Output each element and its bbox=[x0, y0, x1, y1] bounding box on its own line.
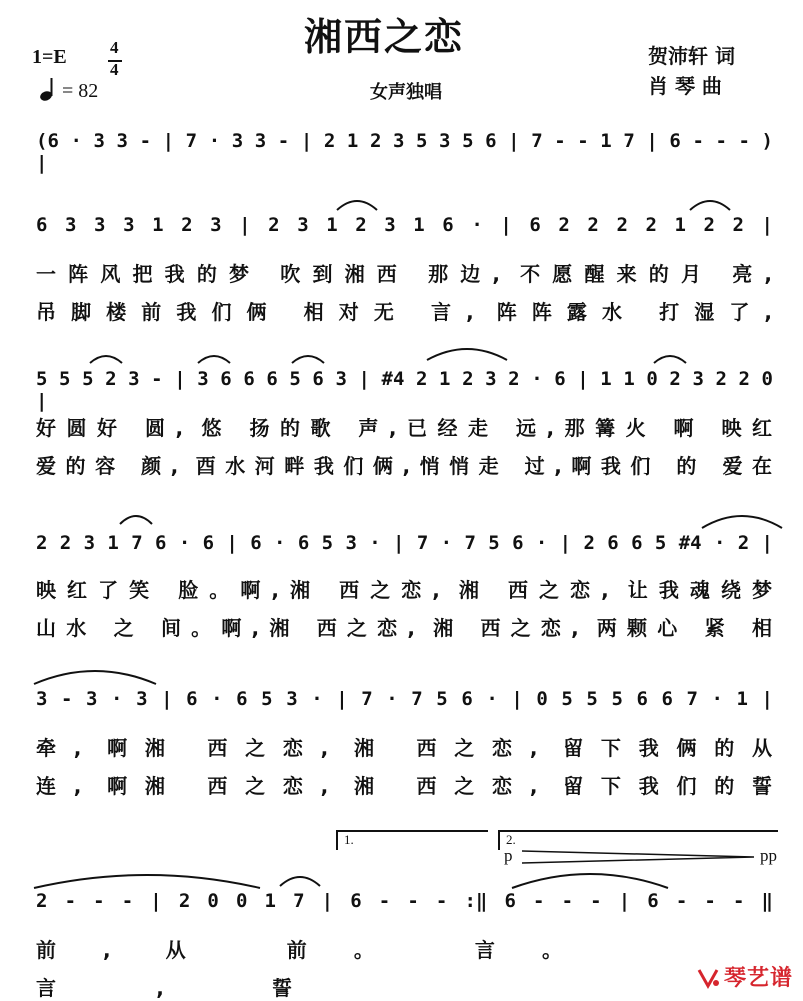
notation-line: 6 3 3 3 1 2 3 | 2 3 1 2 3 1 6 · | 6 2 2 2 2 1 2 2 | bbox=[36, 214, 773, 236]
composer-credit: 肖 琴 曲 bbox=[648, 74, 722, 98]
slur-mark bbox=[688, 196, 732, 216]
lyric-verse-1: 一阵风把我的梦 吹到湘西 那边, 不愿醒来的月 亮, bbox=[36, 262, 773, 286]
volta-bracket-first bbox=[336, 830, 488, 850]
watermark-text: 琴艺谱 bbox=[723, 966, 793, 991]
lyric-verse-2: 言, 誓 bbox=[36, 976, 293, 1000]
score-system bbox=[0, 368, 803, 412]
slur-mark bbox=[88, 350, 124, 369]
lyric-verse-1: 好圆好 圆, 悠 扬的歌 声,已经走 远,那篝火 啊 映红 bbox=[36, 416, 773, 440]
lyric-verse-2: 山水 之 间。啊,湘 西之恋, 湘 西之恋, 两颗心 紧 相 bbox=[36, 616, 773, 640]
notation-line: 3 - 3 · 3 | 6 · 6 5 3 · | 7 · 7 5 6 · | 0 5 5 5 6 6 7 · 1 | bbox=[36, 688, 773, 710]
music-note-logo-icon bbox=[696, 966, 722, 990]
slur-mark bbox=[118, 510, 154, 530]
key-signature: 1=E bbox=[32, 46, 67, 68]
dynamic-end: pp bbox=[760, 846, 777, 865]
slur-mark bbox=[278, 870, 322, 892]
slur-mark bbox=[335, 196, 379, 216]
notation-line: 2 - - - | 2 0 0 1 7 | 6 - - - :‖ 6 - - - | 6 - - - ‖ bbox=[36, 890, 773, 912]
song-title: 湘西之恋 bbox=[304, 15, 465, 59]
notation-line: (6 · 3 3 - | 7 · 3 3 - | 2 1 2 3 5 3 5 6 | 7 - - 1 7 | 6 - - - ) | bbox=[36, 130, 773, 174]
lyric-verse-2: 连, 啊湘 西之恋, 湘 西之恋, 留下我们的誓 bbox=[36, 774, 773, 798]
lyric-verse-1: 牵, 啊湘 西之恋, 湘 西之恋, 留下我俩的从 bbox=[36, 736, 773, 760]
lyricist-credit: 贺沛轩 词 bbox=[648, 44, 735, 68]
dynamic-start: p bbox=[504, 846, 513, 865]
slur-mark bbox=[700, 508, 784, 534]
score-system bbox=[0, 214, 803, 250]
score-system bbox=[0, 688, 803, 724]
slur-mark bbox=[196, 350, 232, 369]
score-system-ending bbox=[0, 890, 803, 926]
tempo-marking: = 82 bbox=[62, 80, 99, 102]
score-system bbox=[0, 532, 803, 568]
slur-mark bbox=[290, 350, 326, 369]
lyric-verse-2: 爱的容 颜, 酉水河畔我们俩,悄悄走 过,啊我们 的 爱在 bbox=[36, 454, 773, 478]
tie-mark bbox=[32, 664, 158, 690]
time-signature-top: 4 bbox=[110, 38, 119, 57]
volta-label-second: 2. bbox=[506, 832, 516, 847]
quarter-note-icon bbox=[38, 76, 62, 102]
lyric-verse-1: 前, 从 前。 言。 bbox=[36, 938, 563, 962]
slur-mark bbox=[425, 344, 509, 366]
volta-label-first: 1. bbox=[344, 832, 354, 847]
notation-line: 2 2 3 1 7 6 · 6 | 6 · 6 5 3 · | 7 · 7 5 6 · | 2 6 6 5 #4 · 2 | bbox=[36, 532, 773, 554]
notation-line: 5 5 5 2 3 - | 3 6 6 6 5 6 3 | #4 2 1 2 3 2 · 6 | 1 1 0 2 3 2 2 0 | bbox=[36, 368, 773, 412]
site-watermark bbox=[696, 961, 793, 992]
slur-mark bbox=[652, 350, 688, 369]
volta-bracket-second bbox=[498, 830, 778, 850]
lyric-verse-2: 吊脚楼前我们俩 相对无 言, 阵阵露水 打湿了, bbox=[36, 300, 773, 324]
score-system-intro bbox=[0, 130, 803, 174]
performance-note: 女声独唱 bbox=[370, 82, 442, 103]
lyric-verse-1: 映红了笑 脸。啊,湘 西之恋, 湘 西之恋, 让我魂绕梦 bbox=[36, 578, 773, 602]
time-signature-bottom: 4 bbox=[110, 60, 119, 79]
